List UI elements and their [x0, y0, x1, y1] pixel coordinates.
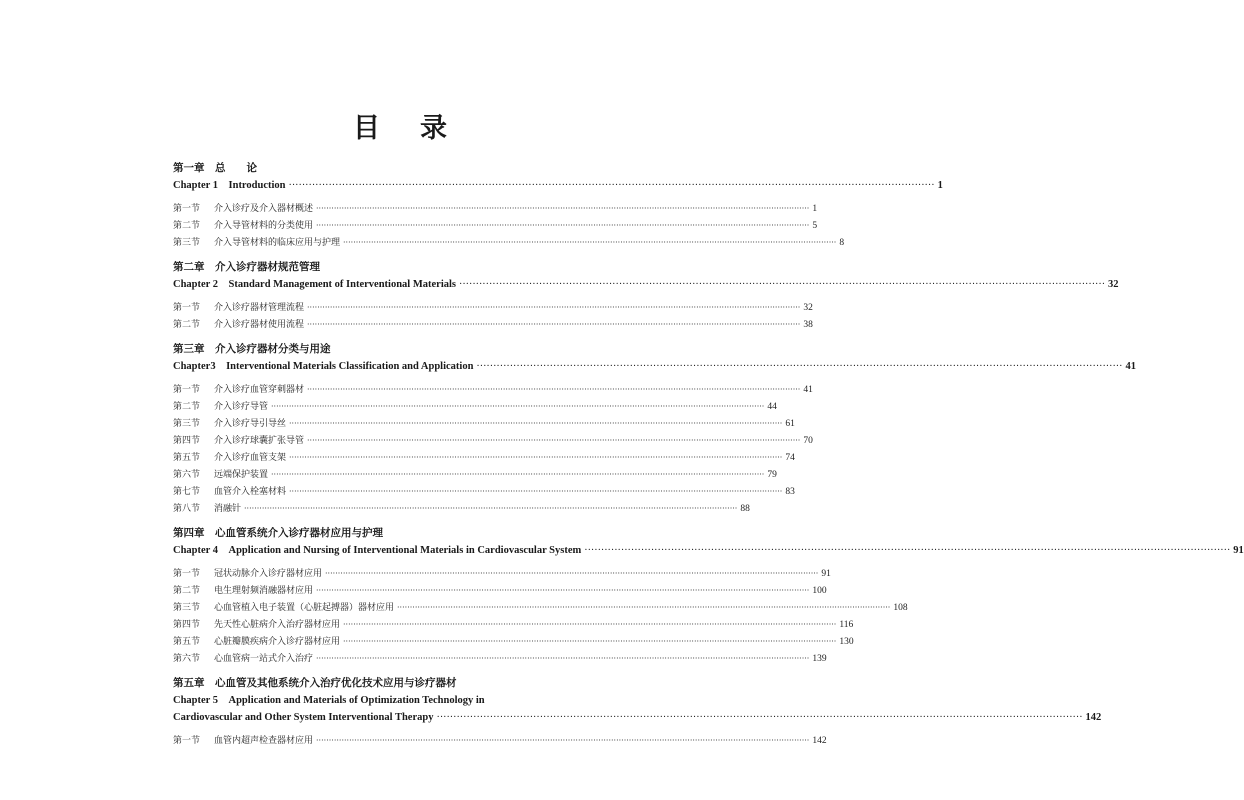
section-entry[interactable] — [173, 582, 827, 599]
section-title: 介入诊疗器材使用流程 — [214, 320, 305, 330]
section-entry[interactable] — [173, 398, 777, 415]
section-number: 第八节 — [173, 504, 201, 514]
section-entry[interactable] — [173, 381, 813, 398]
chapter-entry[interactable] — [173, 276, 1119, 293]
section-number: 第六节 — [173, 654, 201, 664]
section-title: 介入诊疗导引导丝 — [214, 419, 287, 429]
leader-dots — [325, 565, 818, 582]
page-number: 8 — [839, 238, 845, 248]
section-title: 介入诊疗导管 — [214, 402, 269, 412]
chapter-entry[interactable] — [173, 177, 943, 194]
section-number: 第一节 — [173, 385, 201, 395]
section-number: 第三节 — [173, 603, 201, 613]
leader-dots — [316, 217, 809, 234]
page-number: 44 — [767, 402, 777, 412]
section-title: 介入诊疗器材管理流程 — [214, 303, 305, 313]
section-number: 第二节 — [173, 402, 201, 412]
leader-dots — [316, 582, 809, 599]
leader-dots — [343, 616, 836, 633]
page-number: 1 — [812, 204, 818, 214]
chapter-en-title: Chapter 2 Standard Management of Interventional Materials — [173, 279, 456, 290]
section-entry[interactable] — [173, 432, 813, 449]
page-number: 1 — [937, 180, 943, 191]
chapter-en-title-line1[interactable]: Chapter 5 Application and Materials of Optimization Technology in — [173, 695, 485, 706]
leader-dots — [343, 633, 836, 650]
section-title: 血管介入栓塞材料 — [214, 487, 287, 497]
table-of-contents — [173, 160, 1244, 757]
section-number: 第二节 — [173, 586, 201, 596]
leader-dots — [436, 709, 1082, 726]
section-title: 介入导管材料的临床应用与护理 — [214, 238, 341, 248]
chapter-3 — [173, 341, 1136, 517]
section-number: 第三节 — [173, 419, 201, 429]
page-number: 32 — [803, 303, 813, 313]
section-number: 第一节 — [173, 204, 201, 214]
section-title: 心血管病一站式介入治疗 — [214, 654, 314, 664]
section-entry[interactable] — [173, 415, 795, 432]
page-number: 38 — [803, 320, 813, 330]
section-number: 第一节 — [173, 569, 201, 579]
section-number: 第五节 — [173, 637, 201, 647]
page-number: 74 — [785, 453, 795, 463]
leader-dots — [459, 276, 1105, 293]
section-title: 消融针 — [214, 504, 242, 514]
page-number: 130 — [839, 637, 854, 647]
page-number: 139 — [812, 654, 827, 664]
chapter-4 — [173, 525, 1244, 667]
page-number: 142 — [1085, 712, 1102, 723]
chapter-zh-title: 第五章 心血管及其他系统介入治疗优化技术应用与诊疗器材 — [173, 677, 457, 689]
chapter-2 — [173, 259, 1119, 333]
leader-dots — [343, 234, 836, 251]
leader-dots — [307, 299, 800, 316]
page-number: 70 — [803, 436, 813, 446]
page-number: 91 — [1233, 545, 1244, 556]
chapter-en-title-line2: Cardiovascular and Other System Interventional Therapy — [173, 712, 434, 723]
chapter-en-title: Chapter 4 Application and Nursing of Interventional Materials in Cardiovascular System — [173, 545, 582, 556]
chapter-zh-title: 第四章 心血管系统介入诊疗器材应用与护理 — [173, 527, 383, 539]
section-entry[interactable] — [173, 616, 854, 633]
chapter-en-title: Chapter 1 Introduction — [173, 180, 286, 191]
chapter-entry[interactable] — [173, 709, 1102, 726]
page-number: 88 — [740, 504, 750, 514]
section-number: 第六节 — [173, 470, 201, 480]
section-number: 第七节 — [173, 487, 201, 497]
section-entry[interactable] — [173, 200, 818, 217]
chapter-en-title: Chapter3 Interventional Materials Classification and Application — [173, 361, 474, 372]
chapter-zh-title: 第三章 介入诊疗器材分类与用途 — [173, 343, 331, 355]
section-entry[interactable] — [173, 316, 813, 333]
section-entry[interactable] — [173, 449, 795, 466]
leader-dots — [316, 732, 809, 749]
chapter-zh-title: 第一章 总 论 — [173, 162, 257, 174]
section-entry[interactable] — [173, 565, 831, 582]
leader-dots — [307, 316, 800, 333]
section-entry[interactable] — [173, 234, 845, 251]
section-title: 心血管植入电子装置（心脏起搏器）器材应用 — [214, 603, 395, 613]
section-title: 心脏瓣膜疾病介入诊疗器材应用 — [214, 637, 341, 647]
section-number: 第四节 — [173, 436, 201, 446]
section-entry[interactable] — [173, 500, 750, 517]
chapter-1 — [173, 160, 943, 251]
page-number: 100 — [812, 586, 827, 596]
section-title: 冠状动脉介入诊疗器材应用 — [214, 569, 323, 579]
page-number: 5 — [812, 221, 818, 231]
leader-dots — [584, 542, 1230, 559]
section-entry[interactable] — [173, 633, 854, 650]
chapter-zh-title: 第二章 介入诊疗器材规范管理 — [173, 261, 320, 273]
page-number: 32 — [1108, 279, 1119, 290]
leader-dots — [271, 466, 764, 483]
leader-dots — [289, 483, 782, 500]
section-title: 先天性心脏病介入治疗器材应用 — [214, 620, 341, 630]
leader-dots — [271, 398, 764, 415]
page-number: 41 — [1125, 361, 1136, 372]
page-number: 61 — [785, 419, 795, 429]
chapter-entry[interactable] — [173, 542, 1244, 559]
page-number: 91 — [821, 569, 831, 579]
chapter-entry[interactable] — [173, 358, 1136, 375]
section-number: 第三节 — [173, 238, 201, 248]
leader-dots — [289, 415, 782, 432]
section-title: 电生理射频消融器材应用 — [214, 586, 314, 596]
section-number: 第二节 — [173, 221, 201, 231]
leader-dots — [244, 500, 737, 517]
section-entry[interactable] — [173, 217, 818, 234]
section-entry[interactable] — [173, 466, 777, 483]
section-title: 血管内超声检查器材应用 — [214, 736, 314, 746]
leader-dots — [476, 358, 1122, 375]
section-number: 第一节 — [173, 303, 201, 313]
page-number: 116 — [839, 620, 854, 630]
leader-dots — [307, 432, 800, 449]
page-number: 108 — [893, 603, 908, 613]
leader-dots — [289, 449, 782, 466]
section-title: 远端保护装置 — [214, 470, 269, 480]
section-title: 介入诊疗血管穿刺器材 — [214, 385, 305, 395]
page-number: 79 — [767, 470, 777, 480]
section-title: 介入诊疗及介入器材概述 — [214, 204, 314, 214]
section-entry[interactable] — [173, 599, 908, 616]
page-number: 83 — [785, 487, 795, 497]
page-title: 目录 — [353, 113, 487, 144]
section-title: 介入导管材料的分类使用 — [214, 221, 314, 231]
leader-dots — [316, 650, 809, 667]
section-number: 第一节 — [173, 736, 201, 746]
leader-dots — [307, 381, 800, 398]
page-number: 142 — [812, 736, 827, 746]
chapter-5 — [173, 675, 1102, 749]
section-entry[interactable] — [173, 650, 827, 667]
section-entry[interactable] — [173, 299, 813, 316]
leader-dots — [289, 177, 935, 194]
leader-dots — [316, 200, 809, 217]
section-number: 第五节 — [173, 453, 201, 463]
section-entry[interactable] — [173, 732, 827, 749]
section-title: 介入诊疗球囊扩张导管 — [214, 436, 305, 446]
leader-dots — [397, 599, 890, 616]
page-number: 41 — [803, 385, 813, 395]
section-title: 介入诊疗血管支架 — [214, 453, 287, 463]
section-number: 第二节 — [173, 320, 201, 330]
section-number: 第四节 — [173, 620, 201, 630]
section-entry[interactable] — [173, 483, 795, 500]
